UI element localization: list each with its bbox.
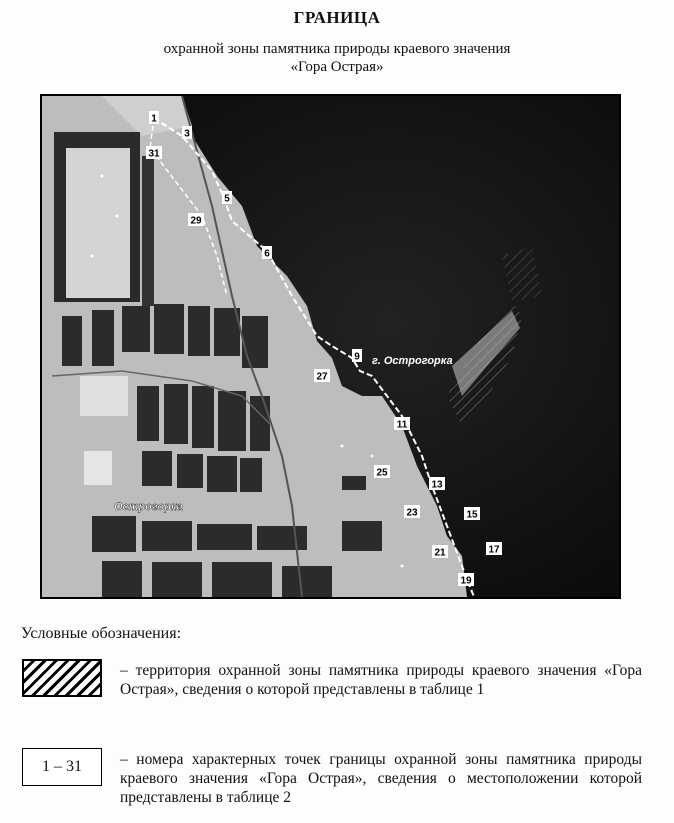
- boundary-point-6: [262, 246, 272, 260]
- numbered-box-swatch: 1 – 31: [22, 748, 102, 786]
- boundary-point-label: 31: [148, 148, 160, 160]
- subtitle-line-2: «Гора Острая»: [290, 59, 384, 75]
- boundary-point-label: 6: [264, 248, 270, 260]
- boundary-point-11: [394, 417, 410, 431]
- boundary-point-31: [146, 146, 162, 160]
- boundary-point-label: 25: [376, 467, 388, 479]
- legend-text-2: номера характерных точек границы охранной зоны памятника природы краевого значения «Гора Острая», сведения о местоположении которой представлены в таблице 2: [120, 751, 643, 806]
- courtyard: [80, 376, 128, 416]
- legend-text-1: территория охранной зоны памятника природы краевого значения «Гора Острая», сведения о которой представлены в таблице 1: [120, 662, 642, 698]
- boundary-point-5: [222, 191, 232, 205]
- block-large-inner: [66, 148, 130, 298]
- boundary-point-label: 27: [316, 371, 328, 383]
- village-label: Острогорка: [114, 501, 183, 513]
- boundary-point-label: 17: [488, 544, 500, 556]
- boundary-point-23: [404, 505, 420, 519]
- mountain-label: г. Острогорка: [372, 355, 453, 367]
- boundary-point-15: [464, 507, 480, 521]
- boundary-point-3: [182, 126, 192, 140]
- boundary-point-label: 15: [466, 509, 478, 521]
- boundary-point-29: [188, 213, 204, 227]
- boundary-point-1: [149, 111, 159, 125]
- boundary-point-label: 1: [151, 113, 157, 125]
- boundary-map: [40, 94, 621, 599]
- boundary-point-label: 19: [460, 575, 472, 587]
- hatched-area-swatch: [22, 659, 102, 697]
- boundary-point-19: [458, 573, 474, 587]
- legend-item-hatched: [120, 661, 642, 699]
- boundary-point-25: [374, 465, 390, 479]
- boundary-point-label: 11: [396, 419, 408, 431]
- legend-dash-2: –: [120, 751, 128, 768]
- boundary-point-label: 21: [434, 547, 446, 559]
- boundary-point-label: 23: [406, 507, 418, 519]
- boundary-point-label: 13: [431, 479, 443, 491]
- boundary-point-21: [432, 545, 448, 559]
- boundary-point-13: [429, 477, 445, 491]
- boundary-point-9: [352, 349, 362, 363]
- map-svg: [42, 96, 619, 597]
- legend-item-numbers: [120, 750, 642, 807]
- courtyard-2: [84, 451, 112, 485]
- page-title: ГРАНИЦА: [293, 8, 381, 27]
- boundary-point-17: [486, 542, 502, 556]
- boundary-point-label: 29: [190, 215, 202, 227]
- legend-title: Условные обозначения:: [21, 625, 182, 642]
- subtitle-line-1: охранной зоны памятника природы краевого значения: [163, 41, 511, 57]
- boundary-point-27: [314, 369, 330, 383]
- boundary-point-label: 5: [224, 193, 230, 205]
- boundary-point-label: 9: [354, 351, 360, 363]
- block-strip: [142, 156, 154, 306]
- legend-dash-1: –: [120, 662, 128, 679]
- boundary-point-label: 3: [184, 128, 190, 140]
- page-subtitle: [0, 40, 674, 76]
